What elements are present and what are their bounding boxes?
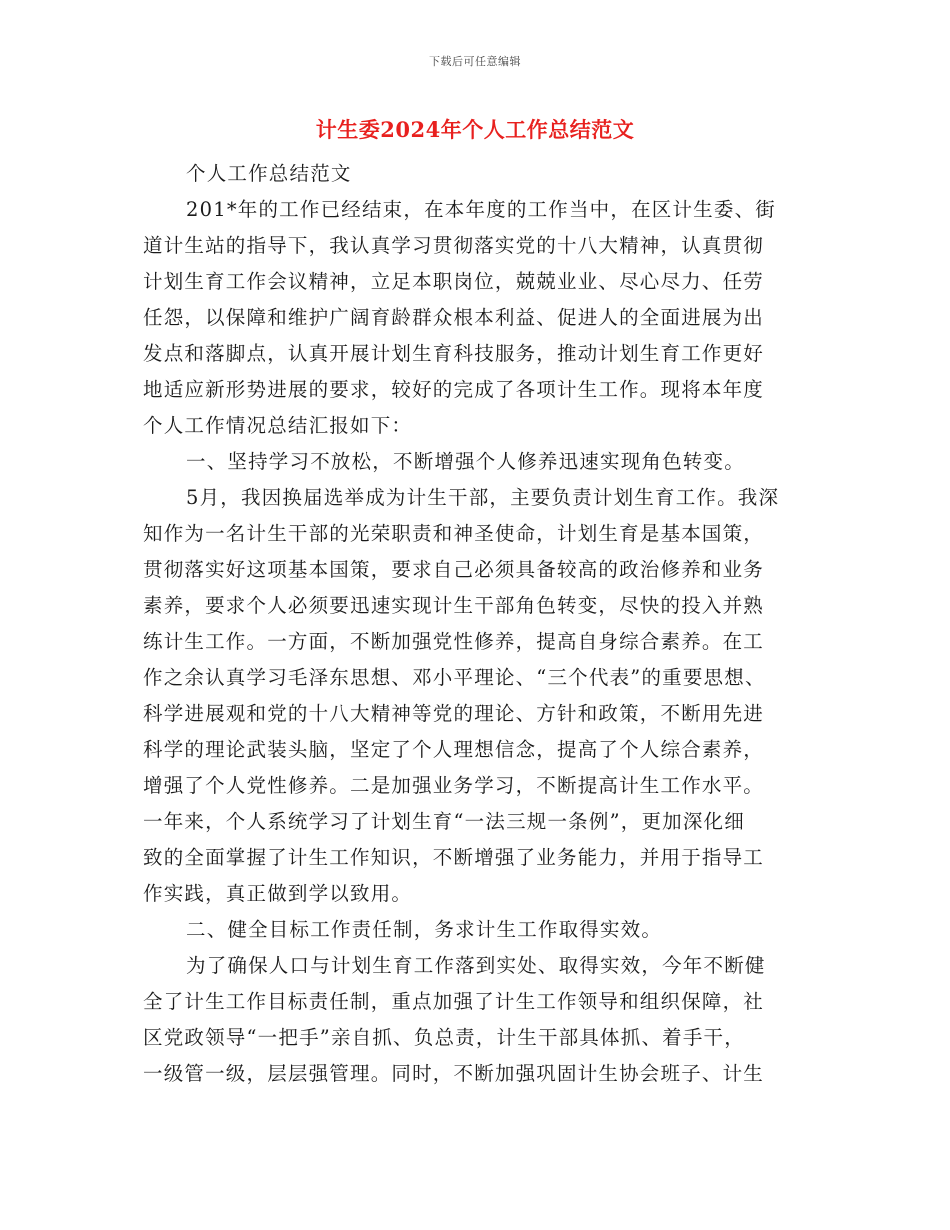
document-title: 计生委2024年个人工作总结范文 (315, 117, 635, 142)
body-line: 201*年的工作已经结束，在本年度的工作当中，在区计生委、街 (186, 198, 776, 221)
body-line: 知作为一名计生干部的光荣职责和神圣使命，计划生育是基本国策， (143, 522, 765, 545)
body-line: 个人工作总结范文 (186, 162, 352, 185)
document-body (143, 156, 811, 1092)
body-line: 计划生育工作会议精神，立足本职岗位，兢兢业业、尽心尽力、任劳 (143, 270, 765, 293)
body-line: 素养，要求个人必须要迅速实现计生干部角色转变，尽快的投入并熟 (143, 594, 765, 617)
body-line: 科学的理论武装头脑，坚定了个人理想信念，提高了个人综合素养， (143, 738, 765, 761)
body-line: 区党政领导“一把手”亲自抓、负总责，计生干部具体抓、着手干， (143, 1026, 745, 1049)
body-line: 作之余认真学习毛泽东思想、邓小平理论、“三个代表”的重要思想、 (143, 666, 766, 689)
body-line: 一年来，个人系统学习了计划生育“一法三规一条例”，更加深化细 (143, 810, 745, 833)
body-line: 一级管一级，层层强管理。同时，不断加强巩固计生协会班子、计生 (143, 1062, 765, 1085)
body-line: 贯彻落实好这项基本国策，要求自己必须具备较高的政治修养和业务 (143, 558, 765, 581)
body-line: 练计生工作。一方面，不断加强党性修养，提高自身综合素养。在工 (143, 630, 765, 653)
body-line: 一、坚持学习不放松，不断增强个人修养迅速实现角色转变。 (186, 450, 745, 473)
body-line: 科学进展观和党的十八大精神等党的理论、方针和政策，不断用先进 (143, 702, 765, 725)
body-line: 5月，我因换届选举成为计生干部，主要负责计划生育工作。我深 (186, 486, 780, 509)
body-line: 致的全面掌握了计生工作知识，不断增强了业务能力，并用于指导工 (143, 846, 765, 869)
body-line: 作实践，真正做到学以致用。 (143, 882, 413, 905)
body-line: 二、健全目标工作责任制，务求计生工作取得实效。 (186, 918, 663, 941)
body-line: 发点和落脚点，认真开展计划生育科技服务，推动计划生育工作更好 (143, 342, 765, 365)
body-line: 为了确保人口与计划生育工作落到实处、取得实效，今年不断健 (186, 954, 766, 977)
body-line: 个人工作情况总结汇报如下： (143, 414, 413, 437)
body-line: 全了计生工作目标责任制，重点加强了计生工作领导和组织保障，社 (143, 990, 765, 1013)
body-line: 地适应新形势进展的要求，较好的完成了各项计生工作。现将本年度 (143, 378, 765, 401)
page-header-note: 下载后可任意编辑 (429, 55, 521, 68)
body-line: 增强了个人党性修养。二是加强业务学习，不断提高计生工作水平。 (143, 774, 765, 797)
body-line: 任怨，以保障和维护广阔育龄群众根本利益、促进人的全面进展为出 (143, 306, 765, 329)
body-line: 道计生站的指导下，我认真学习贯彻落实党的十八大精神，认真贯彻 (143, 234, 765, 257)
